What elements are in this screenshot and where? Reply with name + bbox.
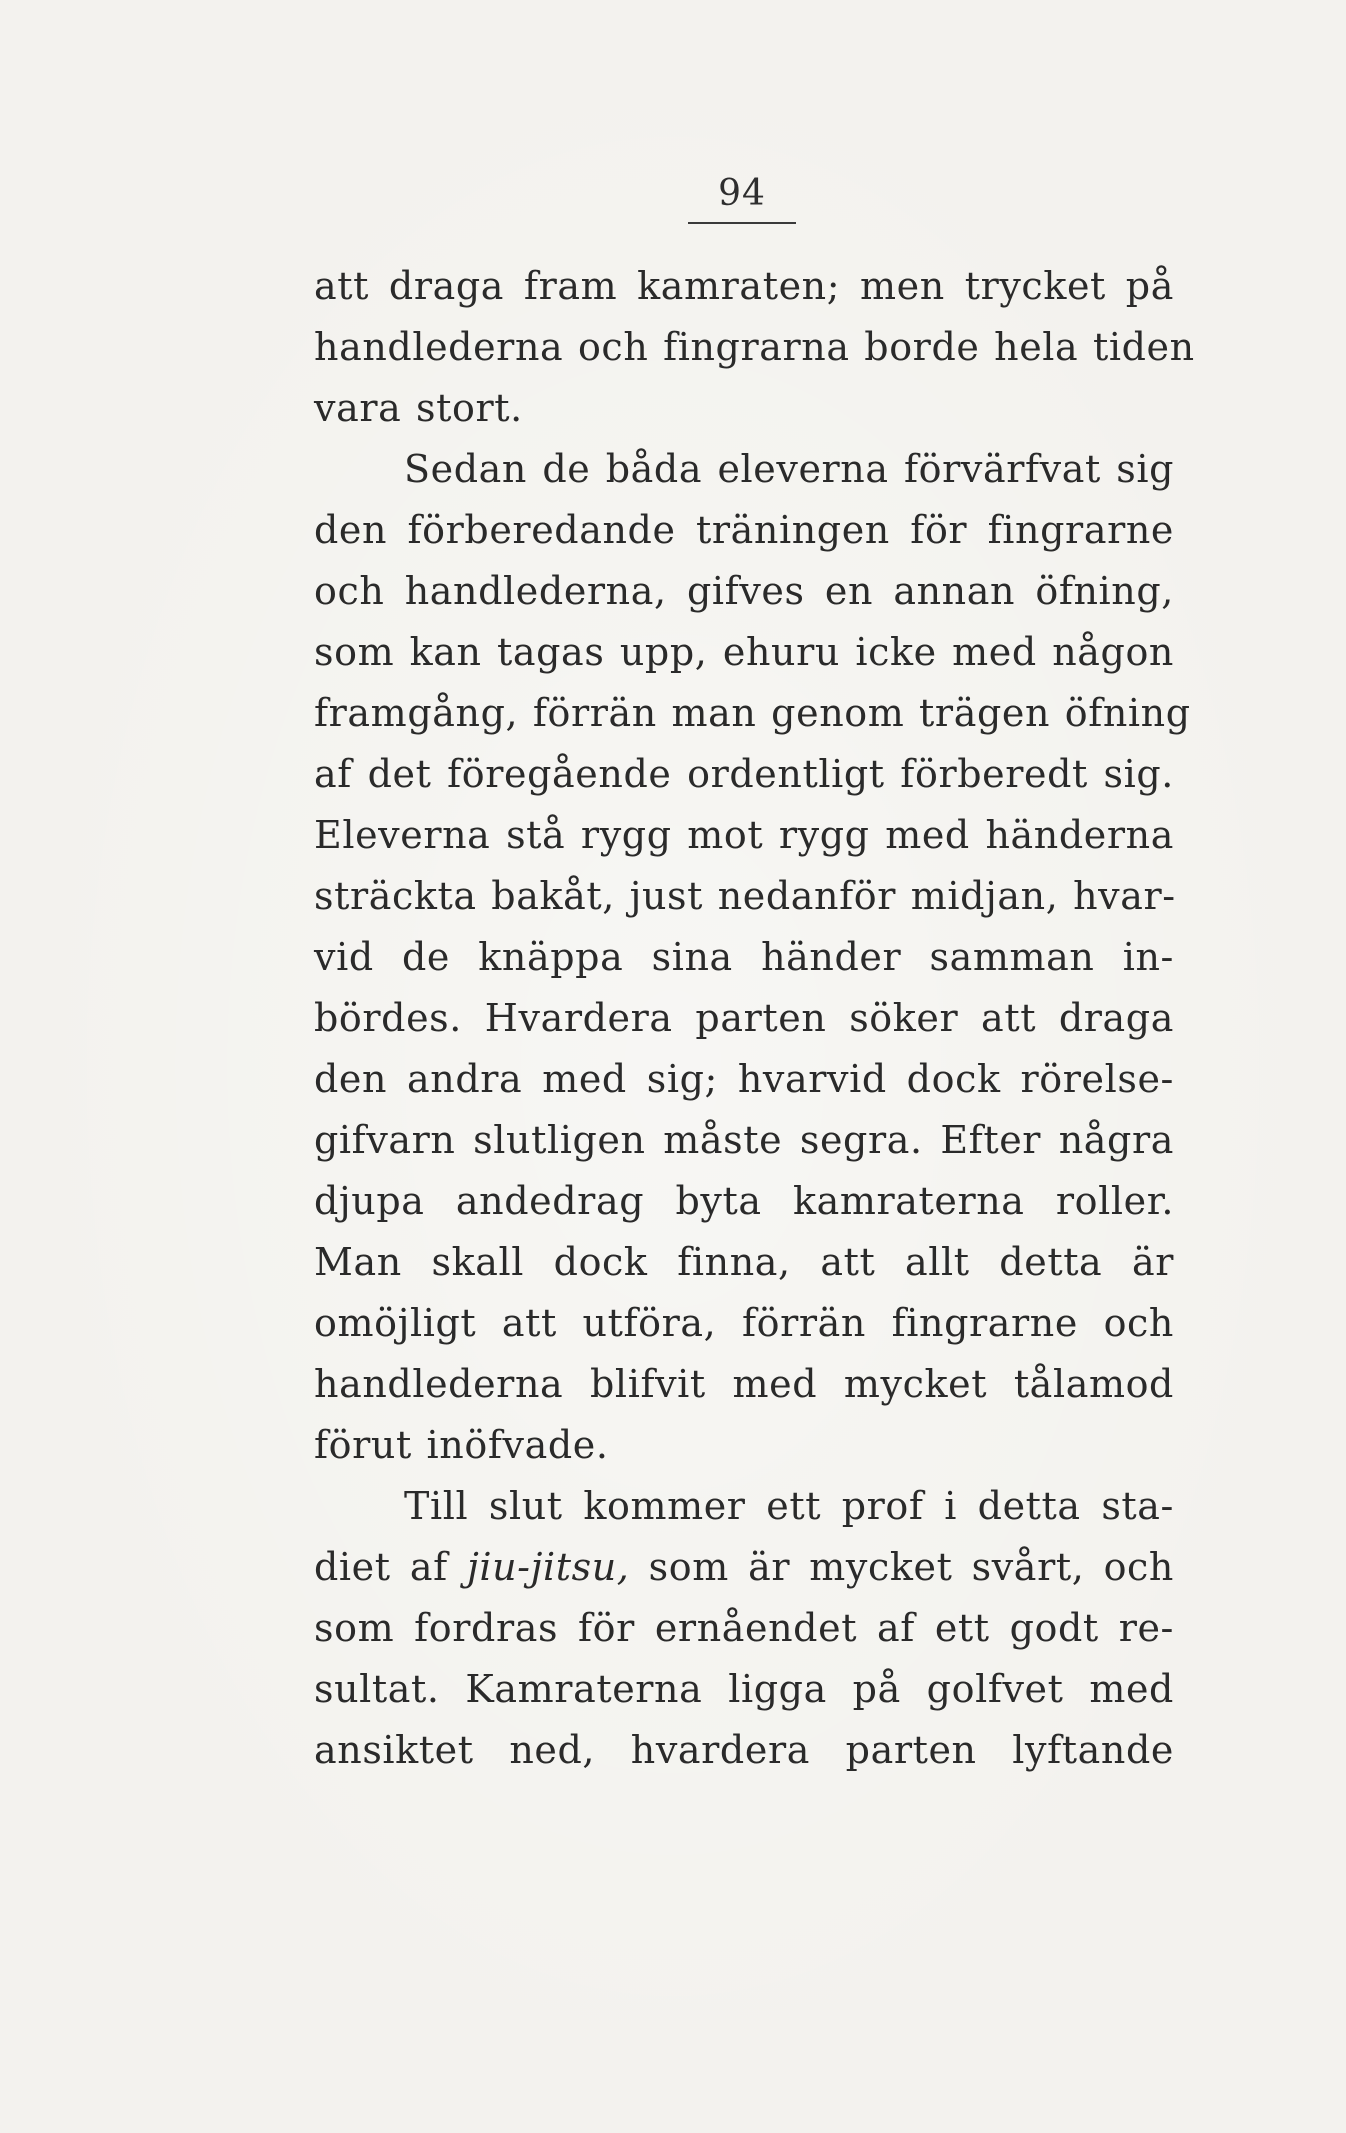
text-line: af det föregående ordentligt förberedt sig. bbox=[314, 752, 1174, 796]
text-line: Till slut kommer ett prof i detta sta- bbox=[404, 1484, 1174, 1528]
text-line: sträckta bakåt, just nedanför midjan, hvar- bbox=[314, 874, 1176, 918]
text-line: den förberedande träningen för fingrarne bbox=[314, 508, 1174, 552]
text-line: den andra med sig; hvarvid dock rörelse- bbox=[314, 1057, 1174, 1101]
text-line: omöjligt att utföra, förrän fingrarne och bbox=[314, 1301, 1174, 1345]
text-line: Sedan de båda eleverna förvärfvat sig bbox=[404, 447, 1174, 491]
text-line: vid de knäppa sina händer samman in- bbox=[314, 935, 1174, 979]
page-number-rule bbox=[688, 222, 796, 224]
italic-term: jiu-jitsu, bbox=[466, 1545, 630, 1589]
text-line: förut inöfvade. bbox=[314, 1423, 609, 1467]
text-line: framgång, förrän man genom trägen öfning bbox=[314, 691, 1191, 735]
text-line: sultat. Kamraterna ligga på golfvet med bbox=[314, 1667, 1174, 1711]
text-line: bördes. Hvardera parten söker att draga bbox=[314, 996, 1174, 1040]
text-line: Man skall dock finna, att allt detta är bbox=[314, 1240, 1174, 1284]
body-text bbox=[314, 256, 1195, 1781]
text-line: handlederna blifvit med mycket tålamod bbox=[314, 1362, 1174, 1406]
text-line: som kan tagas upp, ehuru icke med någon bbox=[314, 630, 1174, 674]
text-line: vara stort. bbox=[314, 386, 523, 430]
text-line: djupa andedrag byta kamraterna roller. bbox=[314, 1179, 1174, 1223]
text-line: att draga fram kamraten; men trycket på bbox=[314, 264, 1174, 308]
text-line: och handlederna, gifves en annan öfning, bbox=[314, 569, 1174, 613]
text-line: diet af jiu-jitsu, som är mycket svårt, och bbox=[314, 1545, 1175, 1589]
text-line: som fordras för ernåendet af ett godt re- bbox=[314, 1606, 1174, 1650]
text-line: Eleverna stå rygg mot rygg med händerna bbox=[314, 813, 1174, 857]
text-line: handlederna och fingrarna borde hela tiden bbox=[314, 325, 1195, 369]
page-number: 94 bbox=[718, 173, 766, 214]
text-line: gifvarn slutligen måste segra. Efter några bbox=[314, 1118, 1174, 1162]
text-line: ansiktet ned, hvardera parten lyftande bbox=[314, 1728, 1174, 1772]
